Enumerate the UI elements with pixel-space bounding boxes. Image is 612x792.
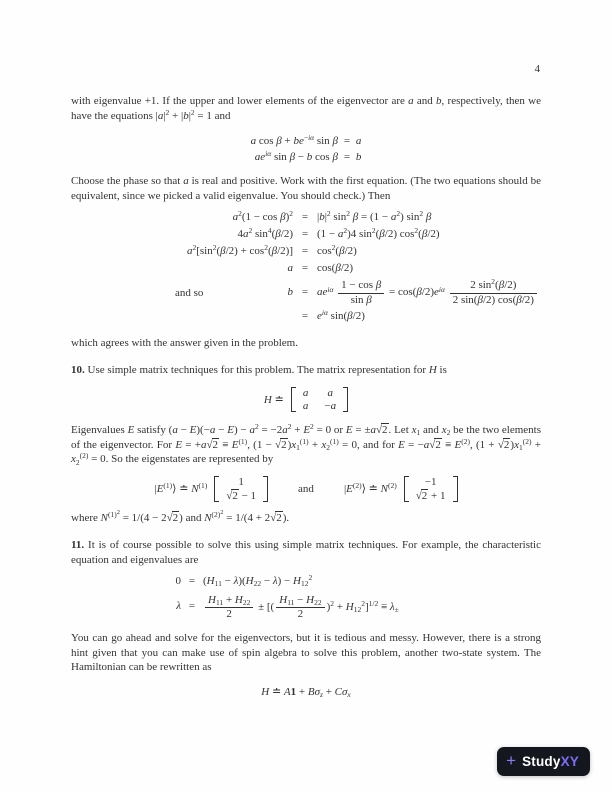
equation-lhs: $a^2(1 - \cos \beta)^2$ xyxy=(232,209,293,224)
equation-rhs: cos(β/2) xyxy=(317,262,354,275)
vector-bracket-right xyxy=(263,476,268,502)
equation-rhs: $\frac{H_{11} + H_{22}}{2}$ ± [( $\frac{H_{11} - H_{22}}{2}$ )$^2 + H_{12}^2]^{1/2} \equiv \lambda_\pm$ xyxy=(203,594,399,621)
equation-lhs: $ae^{i\alpha}$ sin β − b cos β xyxy=(254,149,338,164)
equation-lhs xyxy=(71,286,293,300)
matrix-lead: H ≐ xyxy=(263,393,284,406)
problem-10-heading xyxy=(71,363,541,378)
equation-rhs: $\cos^2(\beta/2)$ xyxy=(317,243,357,258)
equation-rhs: b xyxy=(355,151,362,164)
brand-study: Study xyxy=(522,754,561,769)
matrix-cell: −a xyxy=(324,399,337,412)
equation-derivation-block xyxy=(71,211,541,323)
and-connector: and xyxy=(298,482,314,495)
vector-cell: √2 − 1 xyxy=(226,489,257,502)
equation-rhs: $e^{i\alpha}$ sin(β/2) xyxy=(317,307,365,322)
equals-sign: = xyxy=(301,309,309,322)
eigenstate-1-lead: $|E^{(1)}⟩$ ≐ $N^{(1)}$ xyxy=(154,481,208,496)
paragraph-normalization: where $N^{(1)^2} = 1/(4 - 2√2)$ and $N^{(2)^2} = 1/(4 + 2√2)$. xyxy=(71,509,290,524)
equation-lhs: $4a^2$ $\sin^4(\beta/2)$ xyxy=(237,226,293,241)
equation-lhs: λ xyxy=(176,600,181,613)
vector-cell: −1 xyxy=(424,475,437,488)
vector-cells xyxy=(409,475,453,503)
equation-lhs: 0 xyxy=(175,574,181,587)
equals-sign: = xyxy=(301,262,309,275)
problem-11-number: 11. xyxy=(71,539,85,552)
matrix xyxy=(291,386,348,413)
equals-sign: = xyxy=(343,135,351,148)
eigenstate-2-vector xyxy=(404,475,458,503)
equals-sign: = xyxy=(301,228,309,241)
equation-rhs: a xyxy=(355,135,362,148)
paragraph-agrees: which agrees with the answer given in the problem. xyxy=(71,336,298,349)
equation-rhs: $(1 - a^2)4$ $\sin^2(\beta/2)$ $\cos^2(\beta/2)$ xyxy=(317,226,440,241)
paragraph-eigenvector-intro: with eigenvalue +1. If the upper and lower elements of the eigenvector are a and b, respectively, then we have the equations $|a|^2 + |b|^2 = 1$ and xyxy=(71,95,542,122)
page-number: 4 xyxy=(534,63,540,75)
plus-icon: + xyxy=(506,751,517,770)
matrix-cell: a xyxy=(327,386,333,399)
paragraph-spin-algebra: You can go ahead and solve for the eigenvectors, but it is tedious and messy. However, there is a strong hint given that you can make use of spin algebra to solve this problem, another two-state system. The Hamiltonian can be rewritten as xyxy=(71,631,541,674)
hamiltonian-expression: H ≐ $A1 + B\sigma_z + C\sigma_x$ xyxy=(261,685,351,700)
equals-sign: = xyxy=(343,151,351,164)
matrix-cell: a xyxy=(302,399,309,412)
problem-10-text: Use simple matrix techniques for this problem. The matrix representation for H is xyxy=(87,364,447,377)
eigenstate-1-vector xyxy=(214,475,268,503)
equation-lhs xyxy=(71,310,293,324)
and-so-label: and so xyxy=(175,287,204,300)
equals-sign: = xyxy=(301,211,309,224)
equation-hamiltonian xyxy=(71,685,541,698)
equation-lhs: a xyxy=(287,262,293,275)
equation-characteristic xyxy=(167,572,399,621)
equation-lhs: $a^2[\sin^2(\beta/2) + \cos^2(\beta/2)]$ xyxy=(186,243,293,258)
problem-11-heading xyxy=(71,538,541,567)
brand-xy: XY xyxy=(560,754,579,769)
equation-eigenstates xyxy=(71,475,541,503)
equation-h-matrix xyxy=(71,386,541,413)
equation-rhs: $ae^{i\alpha}$ $\frac{\text{1 − cos β}}{\text{sin β}}$ = $\cos(\beta/2)e^{i\alpha}$ $\frac{2 \sin^2(\beta/2)}{2 \sin(\beta/2) \cos(\beta/2)}$ xyxy=(317,279,541,306)
problem-10-number: 10. xyxy=(71,364,85,377)
vector-bracket-right xyxy=(453,476,458,502)
equation-lhs: a $\cos \beta + be^{-i\alpha}$ sin β xyxy=(250,133,338,148)
equals-sign: = xyxy=(301,286,309,299)
paragraph-choose-phase: Choose the phase so that a is real and positive. Work with the first equation. (The two equations should be equivalent, since we picked a valid eigenvalue. You should check.) Then xyxy=(71,175,541,202)
equals-sign: = xyxy=(188,574,196,587)
equation-eigenvector-system xyxy=(251,135,362,165)
equals-sign: = xyxy=(301,245,309,258)
matrix-cell: a xyxy=(302,386,309,399)
equation-rhs: $(H_{11} - \lambda)(H_{22} - \lambda) - H_{12}^2$ xyxy=(203,572,313,589)
vector-cell: √2 + 1 xyxy=(415,489,446,502)
vector-cells xyxy=(219,475,263,503)
eigenstate-2-lead: $|E^{(2)}⟩$ ≐ $N^{(2)}$ xyxy=(343,481,397,496)
vector-cell: 1 xyxy=(238,475,244,488)
equation-rhs: $|b|^2$ $\sin^2 \beta = (1 - a^2)$ $\sin^2 \beta$ xyxy=(317,209,432,224)
studyxy-badge[interactable] xyxy=(497,747,590,776)
equals-sign: = xyxy=(188,600,196,613)
matrix-cells xyxy=(296,386,343,413)
problem-11-text: It is of course possible to solve this using simple matrix techniques. For example, the characteristic equation and eigenvalues are xyxy=(71,539,541,566)
page-content xyxy=(71,94,541,698)
matrix-bracket-right xyxy=(343,387,348,412)
paragraph-eigenvalues: Eigenvalues E satisfy $(a - E)(-a - E) - a^2 = -2a^2 + E^2 = 0$ or E = ±a√2. Let $x_1$ and $x_2$ be the two elements of the eigenvector. For $E = +a√2 \equiv E^{(1)}$, $(1 - √2)x_1^{(1)} + x_2^{(1)} = 0$, and for $E = -a√2 \equiv E^{(2)}$, $(1 + √2)x_1^{(2)} + x_2^{(2)} = 0$. So the eigenstates are represented by xyxy=(71,421,541,467)
equation-lhs-term: b xyxy=(287,286,293,299)
brand-study-label xyxy=(522,754,579,769)
